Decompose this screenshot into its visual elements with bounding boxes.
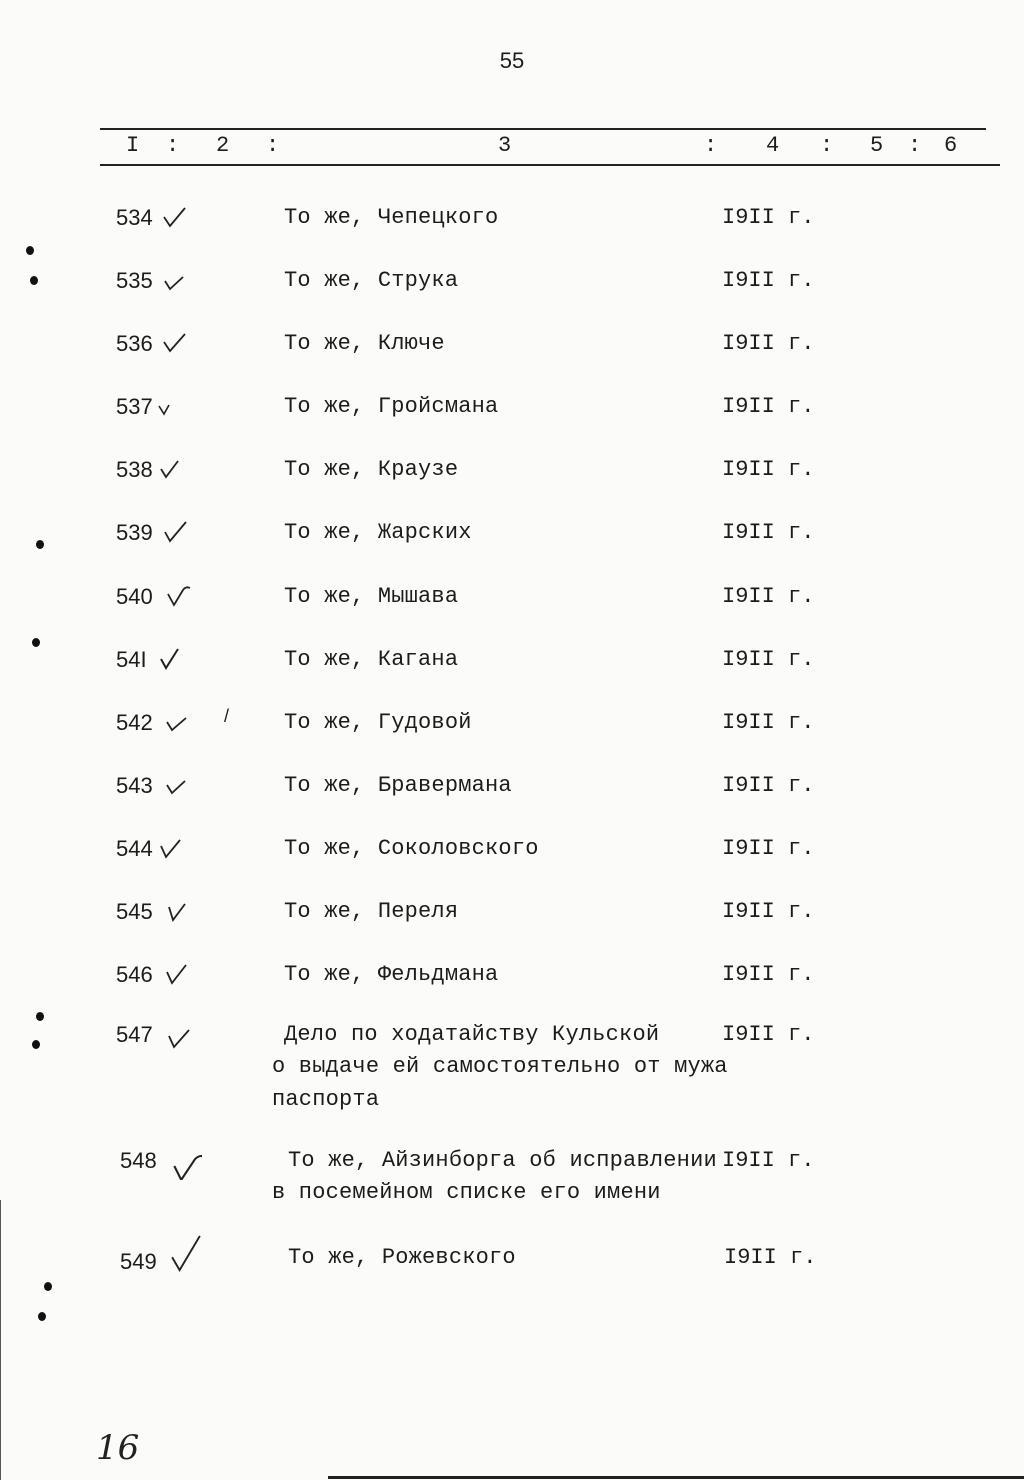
table-header-rule (100, 164, 1000, 166)
binding-hole-dot (36, 1012, 44, 1021)
column-header-separator: : (908, 133, 922, 158)
entry-number: 536 (116, 331, 153, 356)
checkmark-icon (164, 710, 190, 734)
entry-year: I9II г. (722, 710, 815, 735)
entry-number: 546 (116, 962, 153, 987)
checkmark-icon (162, 520, 188, 544)
entry-description: То же, Кагана (284, 647, 459, 672)
checkmark-icon (158, 647, 184, 671)
entry-description: То же, Мышава (284, 584, 459, 609)
entry-year: I9II г. (722, 962, 815, 987)
checkmark-icon (162, 268, 188, 292)
entry-description: То же, Переля (284, 899, 459, 924)
column-header-6: 6 (944, 133, 958, 158)
entry-description: То же, Бравермана (284, 773, 512, 798)
entry-year: I9II г. (722, 584, 815, 609)
column-header-1: I (126, 133, 140, 158)
binding-hole-dot (30, 276, 38, 285)
checkmark-icon (158, 457, 184, 481)
entry-description-continued: в посемейном списке его имени (272, 1180, 661, 1205)
column-header-separator: : (266, 133, 280, 158)
page-edge-line (0, 1200, 1, 1480)
entry-number: 540 (116, 584, 153, 609)
entry-year: I9II г. (722, 1148, 815, 1173)
entry-number: 548 (120, 1148, 157, 1173)
entry-number: 534 (116, 205, 153, 230)
entry-number: 547 (116, 1022, 153, 1047)
entry-year: I9II г. (722, 1022, 815, 1047)
checkmark-icon (162, 205, 188, 229)
entry-number: 54I (116, 647, 147, 672)
entry-description: То же, Краузе (284, 457, 459, 482)
handwritten-sheet-number: 16 (96, 1428, 140, 1468)
column-header-row (0, 133, 1024, 159)
entry-description: То же, Ключе (284, 331, 445, 356)
column-header-separator: : (820, 133, 834, 158)
entry-description: То же, Айзинборга об исправлении (288, 1148, 717, 1173)
entry-number: 538 (116, 457, 153, 482)
checkmark-icon (164, 962, 190, 986)
column-header-3: 3 (498, 133, 512, 158)
checkmark-icon (166, 584, 192, 608)
entry-year: I9II г. (722, 394, 815, 419)
column-header-separator: : (166, 133, 180, 158)
entry-year: I9II г. (722, 205, 815, 230)
entry-description: То же, Фельдмана (284, 962, 499, 987)
entry-number: 544 (116, 836, 153, 861)
entry-year: I9II г. (722, 773, 815, 798)
binding-hole-dot (44, 1282, 52, 1291)
binding-hole-dot (36, 540, 44, 549)
entry-number: 549 (120, 1249, 157, 1274)
entry-number: 535 (116, 268, 153, 293)
column-header-5: 5 (870, 133, 884, 158)
entry-number: 545 (116, 899, 153, 924)
checkmark-icon (158, 836, 184, 860)
entry-description-continued: паспорта (272, 1087, 380, 1112)
entry-year: I9II г. (722, 331, 815, 356)
bottom-rule (328, 1476, 1024, 1479)
entry-description: То же, Соколовского (284, 836, 539, 861)
entry-description: То же, Гройсмана (284, 394, 499, 419)
column-header-4: 4 (766, 133, 780, 158)
entry-description: То же, Жарских (284, 520, 472, 545)
entry-number: 539 (116, 520, 153, 545)
entry-year: I9II г. (722, 647, 815, 672)
table-top-rule (100, 128, 986, 130)
entry-year: I9II г. (722, 899, 815, 924)
checkmark-icon (166, 899, 192, 923)
entry-year: I9II г. (724, 1245, 817, 1270)
entry-description: Дело по ходатайству Кульской (284, 1022, 660, 1047)
entry-number: 542 (116, 710, 153, 735)
entry-year: I9II г. (722, 836, 815, 861)
entry-year: I9II г. (722, 520, 815, 545)
entry-year: I9II г. (722, 268, 815, 293)
binding-hole-dot (26, 246, 34, 255)
checkmark-icon (164, 773, 190, 797)
entry-year: I9II г. (722, 457, 815, 482)
entry-description: То же, Гудовой (284, 710, 472, 735)
entry-number: 537 (116, 394, 153, 419)
column-header-separator: : (704, 133, 718, 158)
binding-hole-dot (32, 638, 40, 647)
entry-number: 543 (116, 773, 153, 798)
checkmark-icon (170, 1233, 202, 1273)
page-number: 55 (499, 48, 525, 73)
entry-description-continued: о выдаче ей самостоятельно от мужа (272, 1054, 728, 1079)
entry-description: То же, Рожевского (288, 1245, 516, 1270)
checkmark-icon (162, 331, 188, 355)
column-header-2: 2 (216, 133, 230, 158)
checkmark-icon (172, 1152, 202, 1180)
checkmark-icon (156, 394, 182, 418)
binding-hole-dot (32, 1040, 40, 1049)
entry-description: То же, Струка (284, 268, 459, 293)
binding-hole-dot (38, 1312, 46, 1321)
checkmark-icon (166, 1026, 192, 1050)
stray-mark: / (224, 706, 230, 726)
entry-description: То же, Чепецкого (284, 205, 499, 230)
